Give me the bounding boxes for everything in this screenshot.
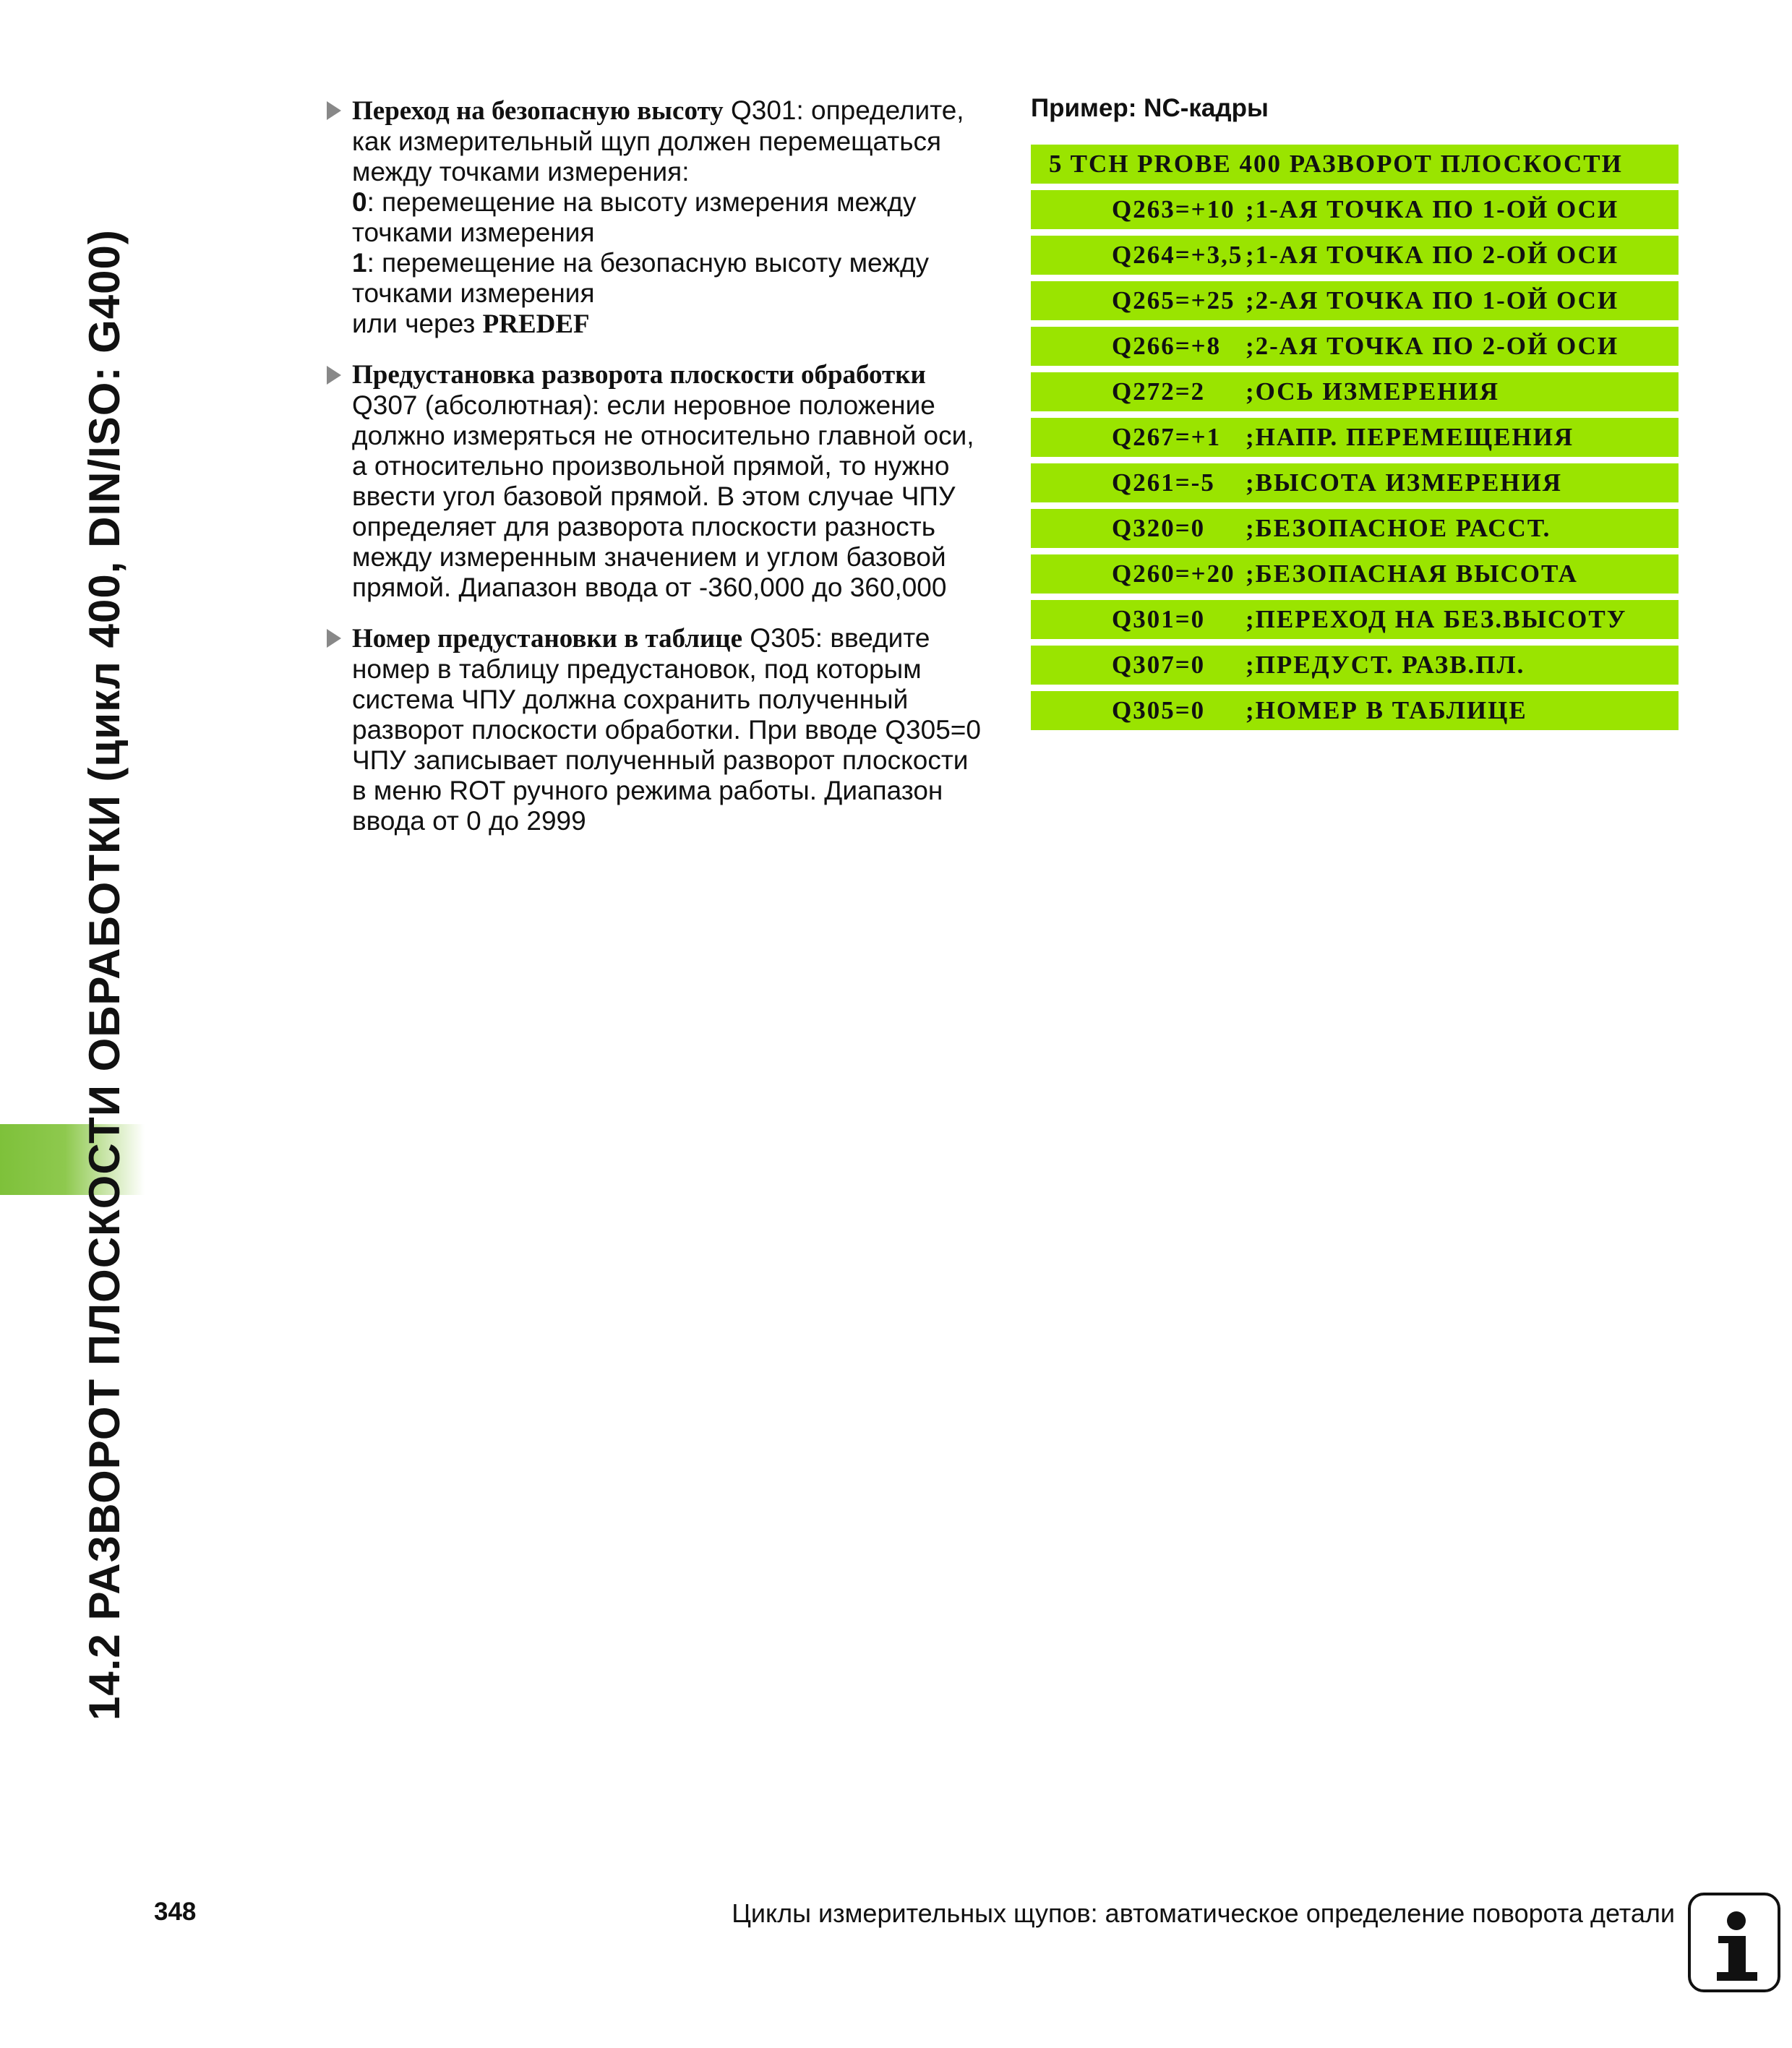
param-text: Q307 (абсолютная): если неровное положение bbox=[352, 390, 935, 420]
nc-param: Q261=-5 bbox=[1112, 468, 1215, 497]
option-text: точками измерения bbox=[352, 278, 595, 308]
predef-keyword: PREDEF bbox=[482, 309, 590, 339]
param-text: Q305: введите bbox=[742, 623, 930, 653]
nc-line bbox=[1031, 236, 1679, 275]
nc-comment: ;2-АЯ ТОЧКА ПО 2-ОЙ ОСИ bbox=[1246, 332, 1619, 360]
param-q301 bbox=[318, 95, 998, 340]
param-q305 bbox=[318, 623, 998, 836]
nc-line bbox=[1031, 691, 1679, 730]
param-name: Переход на безопасную высоту bbox=[352, 96, 724, 126]
nc-line bbox=[1031, 509, 1679, 548]
nc-comment: ;1-АЯ ТОЧКА ПО 2-ОЙ ОСИ bbox=[1246, 241, 1619, 269]
info-icon bbox=[1688, 1893, 1780, 1992]
nc-program-block bbox=[1031, 145, 1679, 737]
nc-param: Q272=2 bbox=[1112, 377, 1206, 406]
parameter-list bbox=[318, 95, 998, 857]
param-name: Предустановка разворота плоскости обработки bbox=[352, 360, 926, 390]
bullet-arrow-icon bbox=[327, 366, 341, 385]
nc-comment: ;НАПР. ПЕРЕМЕЩЕНИЯ bbox=[1246, 423, 1574, 451]
nc-comment: ;ПЕРЕХОД НА БЕЗ.ВЫСОТУ bbox=[1246, 605, 1627, 633]
nc-line bbox=[1031, 600, 1679, 639]
param-text: прямой. Диапазон ввода от -360,000 до 360,000 bbox=[352, 573, 947, 602]
nc-line bbox=[1031, 418, 1679, 457]
footer-caption: Циклы измерительных щупов: автоматическое определение поворота детали bbox=[732, 1898, 1675, 1928]
nc-comment: ;2-АЯ ТОЧКА ПО 1-ОЙ ОСИ bbox=[1246, 286, 1619, 314]
param-text: система ЧПУ должна сохранить полученный bbox=[352, 685, 909, 714]
bullet-arrow-icon bbox=[327, 101, 341, 120]
param-text: как измерительный щуп должен перемещаться bbox=[352, 127, 942, 156]
page-number: 348 bbox=[154, 1898, 197, 1926]
param-text: а относительно произвольной прямой, то нужно bbox=[352, 451, 950, 481]
example-heading: Пример: NC-кадры bbox=[1031, 94, 1269, 122]
nc-line bbox=[1031, 281, 1679, 320]
nc-param: Q267=+1 bbox=[1112, 423, 1222, 451]
nc-comment: ;БЕЗОПАСНАЯ ВЫСОТА bbox=[1246, 560, 1578, 588]
nc-line bbox=[1031, 463, 1679, 502]
nc-comment: ;ПРЕДУСТ. РАЗВ.ПЛ. bbox=[1246, 651, 1525, 679]
option-text: : перемещение на безопасную высоту между bbox=[366, 248, 930, 278]
nc-param: Q307=0 bbox=[1112, 651, 1206, 679]
nc-param: Q320=0 bbox=[1112, 514, 1206, 542]
nc-line bbox=[1031, 372, 1679, 411]
param-text: ЧПУ записывает полученный разворот плоскости bbox=[352, 745, 969, 775]
nc-comment: ;1-АЯ ТОЧКА ПО 1-ОЙ ОСИ bbox=[1246, 195, 1619, 223]
param-q307 bbox=[318, 360, 998, 603]
nc-line bbox=[1031, 646, 1679, 685]
nc-line-header: 5 TCH PROBE 400 РАЗВОРОТ ПЛОСКОСТИ bbox=[1031, 145, 1679, 184]
nc-line bbox=[1031, 554, 1679, 594]
option-key: 1 bbox=[352, 248, 367, 278]
chapter-title: 14.2 РАЗВОРОТ ПЛОСКОСТИ ОБРАБОТКИ (цикл 400, DIN/ISO: G400) bbox=[80, 229, 129, 1721]
param-text: определяет для разворота плоскости разность bbox=[352, 512, 935, 541]
option-text: : перемещение на высоту измерения между bbox=[366, 187, 917, 217]
param-text: в меню ROT ручного режима работы. Диапазон bbox=[352, 776, 943, 805]
nc-param: Q264=+3,5 bbox=[1112, 241, 1243, 269]
param-text: Q301: определите, bbox=[723, 95, 964, 125]
option-key: 0 bbox=[352, 187, 367, 217]
option-text: точками измерения bbox=[352, 218, 595, 247]
nc-param: Q265=+25 bbox=[1112, 286, 1235, 314]
param-text: ввода от 0 до 2999 bbox=[352, 806, 586, 836]
param-text: должно измеряться не относительно главной оси, bbox=[352, 421, 974, 450]
nc-comment: ;БЕЗОПАСНОЕ РАССТ. bbox=[1246, 514, 1551, 542]
nc-param: Q301=0 bbox=[1112, 605, 1206, 633]
param-text: ввести угол базовой прямой. В этом случае ЧПУ bbox=[352, 481, 956, 511]
nc-comment: ;НОМЕР В ТАБЛИЦЕ bbox=[1246, 696, 1527, 724]
nc-param: Q266=+8 bbox=[1112, 332, 1222, 360]
param-text: разворот плоскости обработки. При вводе Q305=0 bbox=[352, 715, 981, 745]
nc-line bbox=[1031, 327, 1679, 366]
nc-comment: ;ВЫСОТА ИЗМЕРЕНИЯ bbox=[1246, 468, 1563, 497]
param-text: номер в таблицу предустановок, под которым bbox=[352, 654, 922, 684]
bullet-arrow-icon bbox=[327, 629, 341, 648]
nc-comment: ;ОСЬ ИЗМЕРЕНИЯ bbox=[1246, 377, 1499, 406]
nc-param: Q263=+10 bbox=[1112, 195, 1235, 223]
nc-param: Q260=+20 bbox=[1112, 560, 1235, 588]
nc-param: Q305=0 bbox=[1112, 696, 1206, 724]
param-name: Номер предустановки в таблице bbox=[352, 624, 743, 654]
param-text: между точками измерения: bbox=[352, 157, 690, 187]
param-text: между измеренным значением и углом базовой bbox=[352, 542, 946, 572]
nc-line bbox=[1031, 190, 1679, 229]
param-text: или через bbox=[352, 309, 483, 338]
